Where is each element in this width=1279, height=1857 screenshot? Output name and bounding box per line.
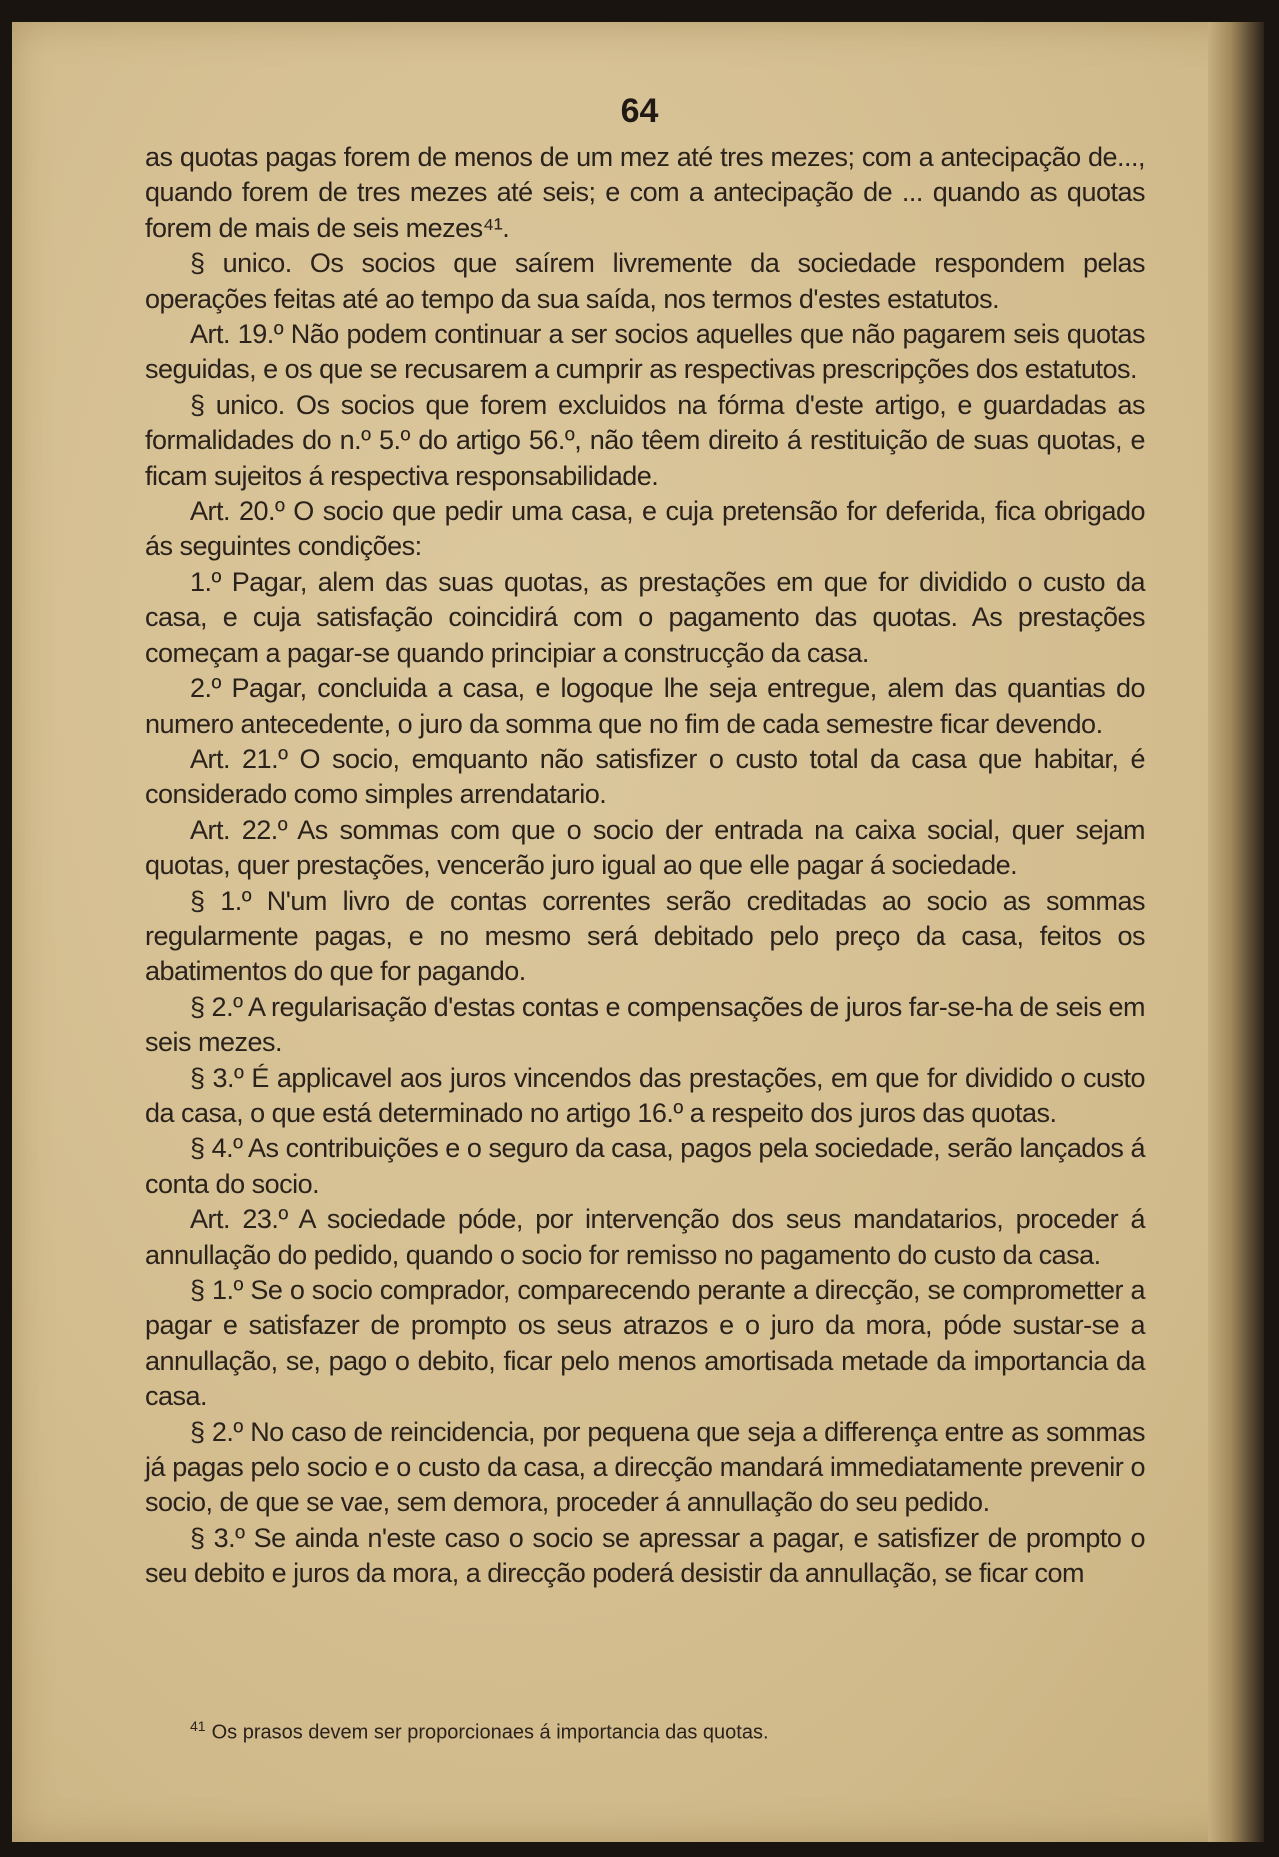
paragraph: Art. 20.º O socio que pedir uma casa, e cuja pretensão for deferida, fica obrigado ás seguintes condições:	[145, 496, 1145, 562]
paragraph: § unico. Os socios que forem excluidos na fórma d'este artigo, e guardadas as formalidades do n.º 5.º do artigo 56.º, não têem direito á restituição de suas quotas, e ficam sujeitos á respectiva responsabilidade.	[145, 389, 1145, 491]
paragraph: 1.º Pagar, alem das suas quotas, as prestações em que for dividido o custo da casa, e cuja satisfação coincidirá com o pagamento das quotas. As prestações começam a pagar-se quando principiar a construcção da casa.	[145, 566, 1145, 668]
paragraph: as quotas pagas forem de menos de um mez até tres mezes; com a antecipação de..., quando forem de tres mezes até seis; e com a antecipação de ... quando as quotas forem de mais de seis mezes⁴¹.	[145, 142, 1145, 243]
paragraph: Art. 22.º As sommas com que o socio der entrada na caixa social, quer sejam quotas, quer prestações, vencerão juro igual ao que elle pagar á sociedade.	[145, 814, 1145, 881]
footnote	[190, 1718, 1090, 1745]
footnote-text: Os prasos devem ser proporcionaes á importancia das quotas.	[211, 1721, 769, 1744]
paragraph: Art. 21.º O socio, emquanto não satisfizer o custo total da casa que habitar, é considerado como simples arrendatario.	[145, 743, 1145, 810]
paragraph: § unico. Os socios que saírem livremente da sociedade respondem pelas operações feitas até ao tempo da sua saída, nos termos d'estes estatutos.	[145, 248, 1145, 314]
paragraph: Art. 23.º A sociedade póde, por intervenção dos seus mandatarios, proceder á annullação do pedido, quando o socio for remisso no pagamento do custo da casa.	[145, 1204, 1145, 1270]
paragraph: 2.º Pagar, concluida a casa, e logoque lhe seja entregue, alem das quantias do numero antecedente, o juro da somma que no fim de cada semestre ficar devendo.	[145, 673, 1145, 739]
paragraph: § 2.º No caso de reincidencia, por pequena que seja a differença entre as sommas já pagas pelo socio e o custo da casa, a direcção mandará immediatamente prevenir o socio, de que se vae, sem demora, proceder á annullação do seu pedido.	[145, 1416, 1145, 1518]
paragraph: § 2.º A regularisação d'estas contas e compensações de juros far-se-ha de seis em seis mezes.	[145, 991, 1145, 1058]
page-number: 64	[620, 92, 659, 130]
paragraph: § 3.º Se ainda n'este caso o socio se apressar a pagar, e satisfizer de prompto o seu debito e juros da mora, a direcção poderá desistir da annullação, se ficar com	[145, 1522, 1145, 1589]
book-gutter	[1208, 22, 1264, 1842]
paragraph: § 4.º As contribuições e o seguro da casa, pagos pela sociedade, serão lançados á conta do socio.	[145, 1133, 1145, 1199]
paragraph: § 3.º É applicavel aos juros vincendos das prestações, em que for dividido o custo da casa, o que está determinado no artigo 16.º a respeito dos juros das quotas.	[145, 1062, 1145, 1128]
paragraph: Art. 19.º Não podem continuar a ser socios aquelles que não pagarem seis quotas seguidas, e os que se recusarem a cumprir as respectivas prescripções dos estatutos.	[145, 319, 1145, 385]
paragraph: § 1.º N'um livro de contas correntes serão creditadas ao socio as sommas regularmente pagas, e no mesmo será debitado pelo preço da casa, feitos os abatimentos do que for pagando.	[145, 885, 1145, 987]
paragraph: § 1.º Se o socio comprador, comparecendo perante a direcção, se comprometter a pagar e satisfazer de prompto os seus atrazos e o juro da mora, póde sustar-se a annullação, se, pago o debito, ficar pelo menos amortisada metade da importancia da casa.	[145, 1275, 1145, 1412]
footnote-marker: 41	[190, 1718, 206, 1734]
body-text	[145, 140, 1145, 1592]
